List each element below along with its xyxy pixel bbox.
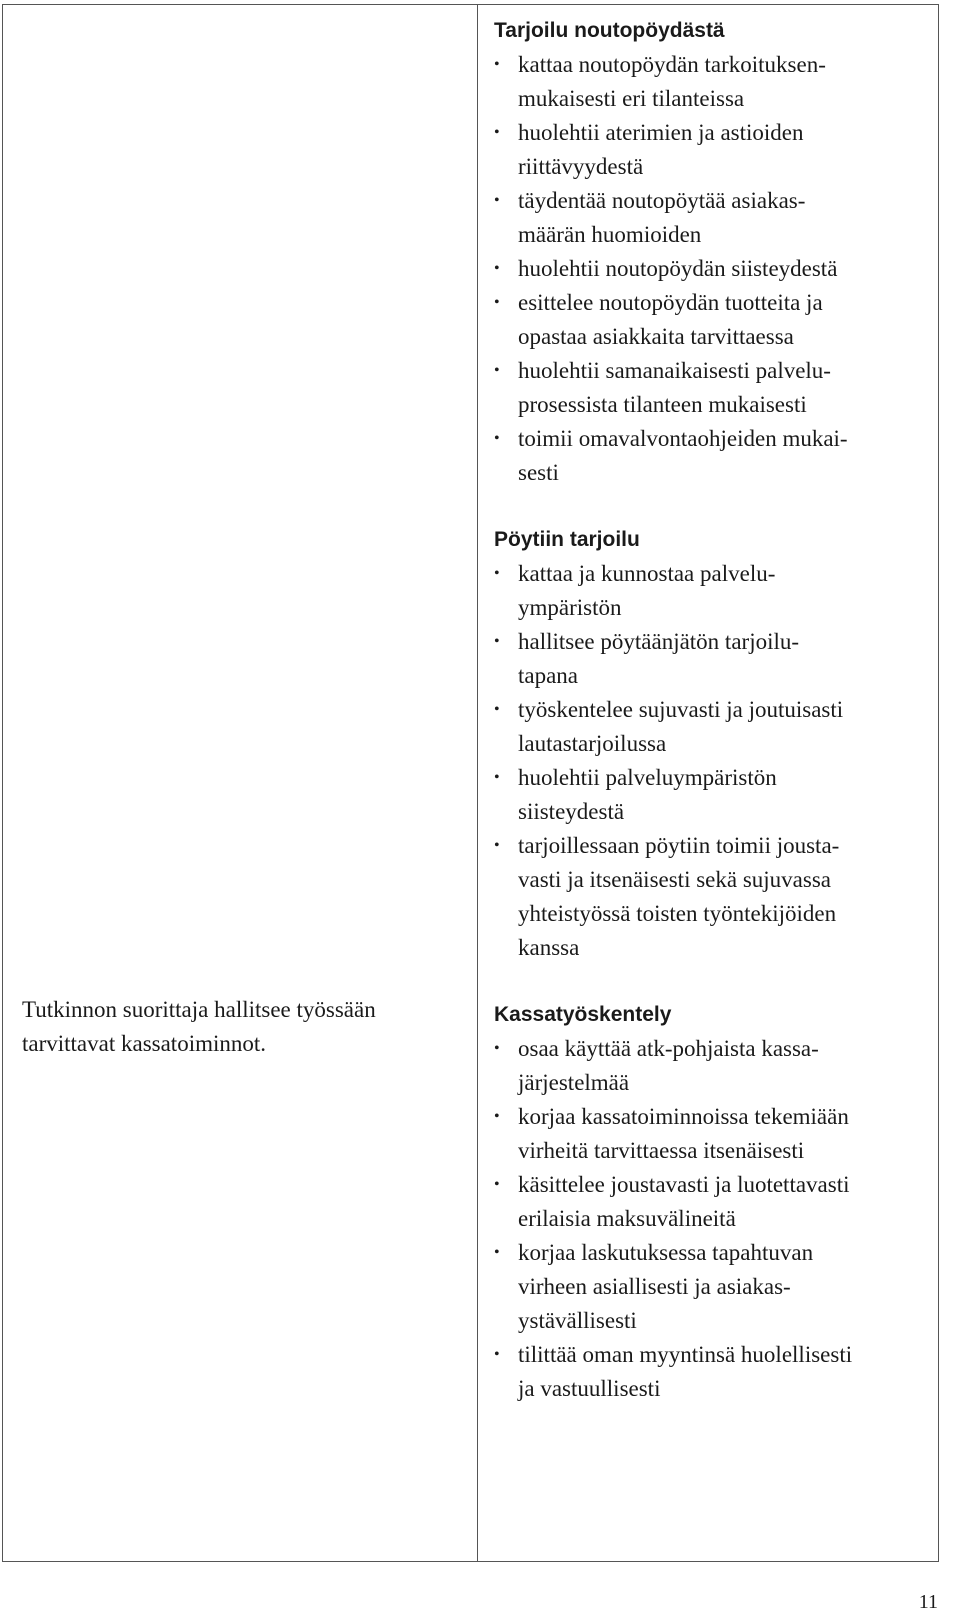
list-item-text: huolehtii noutopöydän siisteydestä (518, 256, 838, 281)
list-item (494, 829, 934, 965)
bullet-icon: • (494, 1346, 500, 1363)
list-item-text: esittelee noutopöydän tuotteita ja opastaa asiakkaita tarvittaessa (518, 290, 823, 349)
bullet-icon: • (494, 1176, 500, 1193)
list-item-text: kattaa ja kunnostaa palvelu- ympäristön (518, 561, 776, 620)
bullet-icon: • (494, 294, 500, 311)
bullet-icon: • (494, 837, 500, 854)
list-item-text: täydentää noutopöytää asiakas- määrän huomioiden (518, 188, 806, 247)
list-item (494, 625, 934, 693)
section-title: Kassatyöskentely (494, 1003, 672, 1026)
bullet-icon: • (494, 56, 500, 73)
section-title: Pöytiin tarjoilu (494, 528, 640, 551)
criteria-column (494, 14, 934, 1439)
list-item (494, 761, 934, 829)
list-item-text: huolehtii palveluympäristön siisteydestä (518, 765, 777, 824)
section-buffet-serving (494, 14, 934, 490)
list-item-text: tilittää oman myyntinsä huolellisesti ja vastuullisesti (518, 1342, 853, 1401)
list-item (494, 354, 934, 422)
bullet-icon: • (494, 124, 500, 141)
page-number: 11 (918, 1591, 938, 1613)
list-item-text: korjaa kassatoiminnoissa tekemiään virheitä tarvittaessa itsenäisesti (518, 1104, 849, 1163)
list-item-text: huolehtii samanaikaisesti palvelu- prosessista tilanteen mukaisesti (518, 358, 831, 417)
list-item (494, 693, 934, 761)
section-table-serving (494, 523, 934, 965)
list-item (494, 252, 934, 286)
list-item-text: kattaa noutopöydän tarkoituksen- mukaisesti eri tilanteissa (518, 52, 826, 111)
section-cashier-work (494, 998, 934, 1406)
section-title: Tarjoilu noutopöydästä (494, 19, 725, 42)
list-item (494, 116, 934, 184)
list-item (494, 184, 934, 252)
bullet-icon: • (494, 633, 500, 650)
bullet-icon: • (494, 701, 500, 718)
list-item-text: toimii omavalvontaohjeiden mukai- sesti (518, 426, 848, 485)
list-item-text: työskentelee sujuvasti ja joutuisasti lautastarjoilussa (518, 697, 844, 756)
bullet-icon: • (494, 192, 500, 209)
list-item (494, 286, 934, 354)
list-item (494, 48, 934, 116)
bullet-icon: • (494, 362, 500, 379)
bullet-icon: • (494, 430, 500, 447)
list-item-text: hallitsee pöytäänjätön tarjoilu- tapana (518, 629, 800, 688)
column-divider (477, 5, 478, 1561)
list-item (494, 1100, 934, 1168)
bullet-icon: • (494, 565, 500, 582)
list-item (494, 422, 934, 490)
list-item (494, 1338, 934, 1406)
list-item-text: huolehtii aterimien ja astioiden riittävyydestä (518, 120, 804, 179)
list-item-text: osaa käyttää atk-pohjaista kassa- järjestelmää (518, 1036, 819, 1095)
criteria-list (494, 1032, 934, 1406)
bullet-icon: • (494, 1244, 500, 1261)
criteria-list (494, 48, 934, 490)
bullet-icon: • (494, 1108, 500, 1125)
bullet-icon: • (494, 260, 500, 277)
list-item-text: korjaa laskutuksessa tapahtuvan virheen asiallisesti ja asiakas- ystävällisesti (518, 1240, 814, 1333)
competence-description: Tutkinnon suorittaja hallitsee työssään tarvittavat kassatoiminnot. (22, 997, 376, 1056)
list-item (494, 1168, 934, 1236)
bullet-icon: • (494, 1040, 500, 1057)
list-item (494, 1032, 934, 1100)
list-item-text: käsittelee joustavasti ja luotettavasti erilaisia maksuvälineitä (518, 1172, 850, 1231)
bullet-icon: • (494, 769, 500, 786)
list-item (494, 557, 934, 625)
list-item (494, 1236, 934, 1338)
list-item-text: tarjoillessaan pöytiin toimii jousta- vasti ja itsenäisesti sekä sujuvassa yhteistyössä toisten työntekijöiden kanssa (518, 833, 840, 960)
criteria-list (494, 557, 934, 965)
